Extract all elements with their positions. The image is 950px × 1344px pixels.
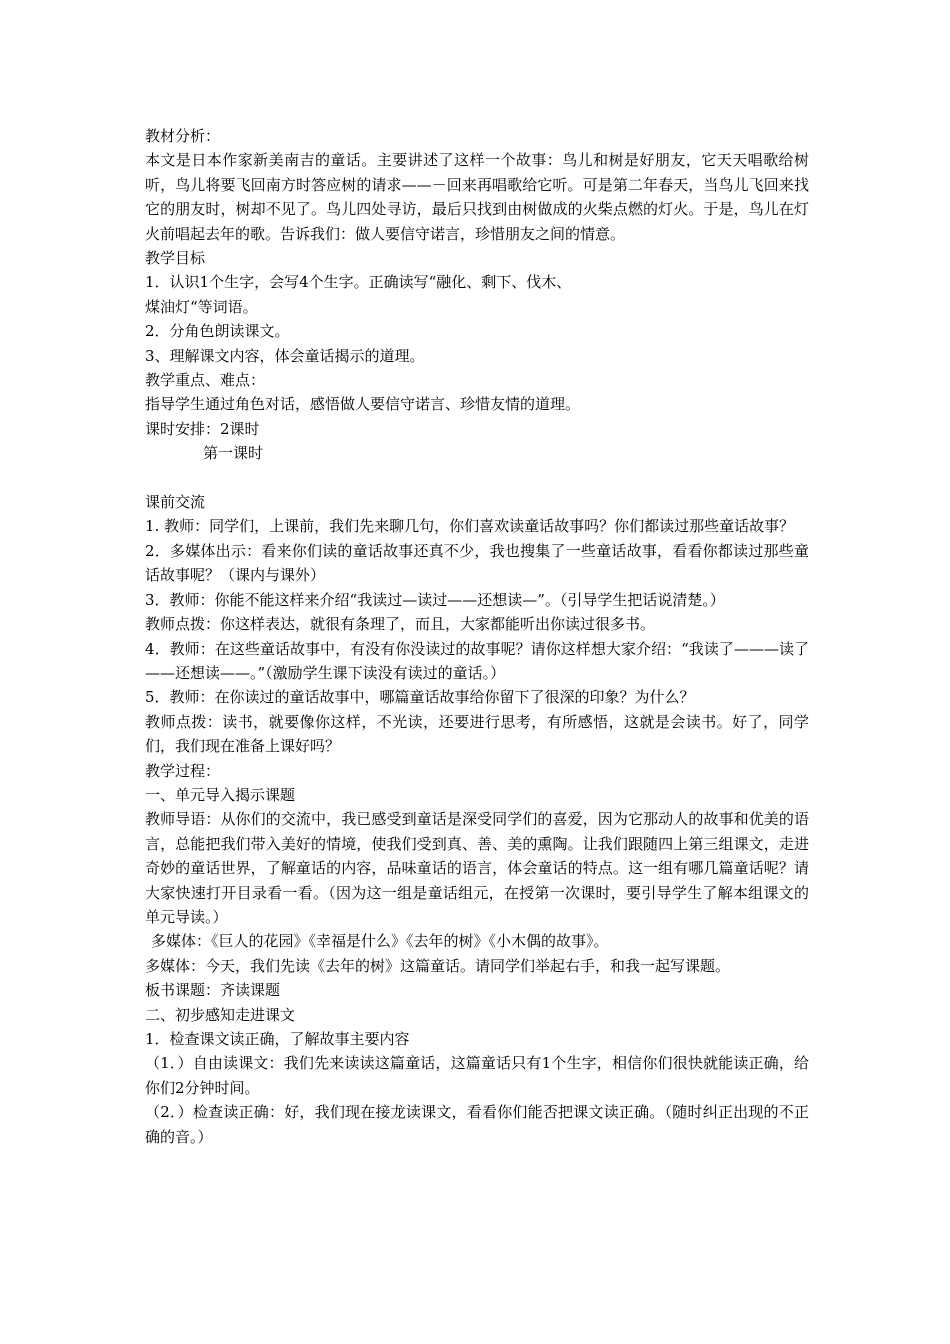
- paragraph-key-points: 指导学生通过角色对话，感悟做人要信守诺言、珍惜友情的道理。: [145, 395, 581, 414]
- step-1-sub-1: （1．）自由读课文：我们先来读读这篇童话，这篇童话只有1个生字，相信你们很快就能读正确，给你们2分钟时间。: [145, 1054, 809, 1097]
- lesson-one-title: 第一课时: [203, 444, 264, 463]
- heading-teaching-goals: 教学目标: [145, 249, 206, 268]
- pre-class-item-2: 2．多媒体出示：看来你们读的童话故事还真不少，我也搜集了一些童话故事，看看你都读过那些童话故事呢？（课内与课外）: [145, 541, 809, 585]
- board-title-line: 板书课题：齐读课题: [145, 981, 281, 1000]
- goal-2: 2．分角色朗读课文。: [145, 322, 290, 341]
- paragraph-analysis: 本文是日本作家新美南吉的童话。主要讲述了这样一个故事：鸟儿和树是好朋友，它天天唱歌给树听，鸟儿将要飞回南方时答应树的请求——－回来再唱歌给它听。可是第二年春天，当鸟儿飞回来找它的朋友时，树却不见了。鸟儿四处寻访，最后只找到由树做成的火柴点燃的灯火。于是，鸟儿在灯火前唱起去年的歌。告诉我们：做人要信守诺言，珍惜朋友之间的情意。: [145, 151, 809, 243]
- pre-class-item-5: 5．教师：在你读过的童话故事中，哪篇童话故事给你留下了很深的印象？为什么？: [145, 688, 695, 707]
- section-one-title: 一、单元导入揭示课题: [145, 785, 296, 804]
- pre-class-item-1: 1. 教师：同学们，上课前，我们先来聊几句，你们喜欢读童话故事吗？你们都读过那些童话故事？: [145, 517, 795, 536]
- pre-class-item-3: 3．教师：你能不能这样来介绍“我读过—读过——还想读—”。（引导学生把话说清楚。）: [145, 590, 725, 609]
- heading-textbook-analysis: 教材分析：: [145, 127, 221, 145]
- schedule-line: 课时安排：2课时: [145, 419, 260, 438]
- section-two-title: 二、初步感知走进课文: [145, 1005, 296, 1024]
- goal-1-line-1: 1．认识1个生字，会写4个生字。正确读写“融化、剩下、伐木、: [145, 273, 572, 292]
- teacher-intro-paragraph: 教师导语：从你们的交流中，我已感受到童话是深受同学们的喜爱，因为它那动人的故事和优美的语言，总能把我们带入美好的情境，使我们受到真、善、美的熏陶。让我们跟随四上第三组课文，走进奇妙的童话世界，了解童话的内容，品味童话的语言，体会童话的特点。这一组有哪几篇童话呢？请大家快速打开目录看一看。（因为这一组是童话组元，在授第一次课时，要引导学生了解本组课文的单元导读。）: [145, 810, 809, 926]
- multimedia-line-2: 多媒体：今天，我们先读《去年的树》这篇童话。请同学们举起右手，和我一起写课题。: [145, 956, 731, 975]
- heading-key-points: 教学重点、难点：: [145, 371, 266, 390]
- heading-pre-class: 课前交流: [145, 493, 206, 512]
- goal-1-line-2: 煤油灯“等词语。: [145, 297, 258, 316]
- blank-line: [145, 466, 809, 490]
- goal-3: 3、理解课文内容，体会童话揭示的道理。: [145, 346, 425, 365]
- step-1-title: 1．检查课文读正确，了解故事主要内容: [145, 1030, 410, 1049]
- pre-class-item-4: 4．教师：在这些童话故事中，有没有你没读过的故事呢？请你这样想大家介绍：“我读了———读了——还想读——。”（激励学生课下读没有读过的童话。）: [145, 639, 809, 682]
- teacher-tip-2: 教师点拨：读书，就要像你这样，不光读，还要进行思考，有所感悟，这就是会读书。好了，同学们，我们现在准备上课好吗？: [145, 712, 809, 756]
- teacher-tip-1: 教师点拨：你这样表达，就很有条理了，而且，大家都能听出你读过很多书。: [145, 615, 656, 634]
- multimedia-line-1: 多媒体：《巨人的花园》《幸福是什么》《去年的树》《小木偶的故事》。: [151, 932, 609, 951]
- step-1-sub-2: （2．）检查读正确：好，我们现在接龙读课文，看看你们能否把课文读正确。（随时纠正出现的不正确的音。）: [145, 1103, 809, 1146]
- heading-teaching-process: 教学过程：: [145, 761, 221, 780]
- document-page: [145, 124, 809, 1149]
